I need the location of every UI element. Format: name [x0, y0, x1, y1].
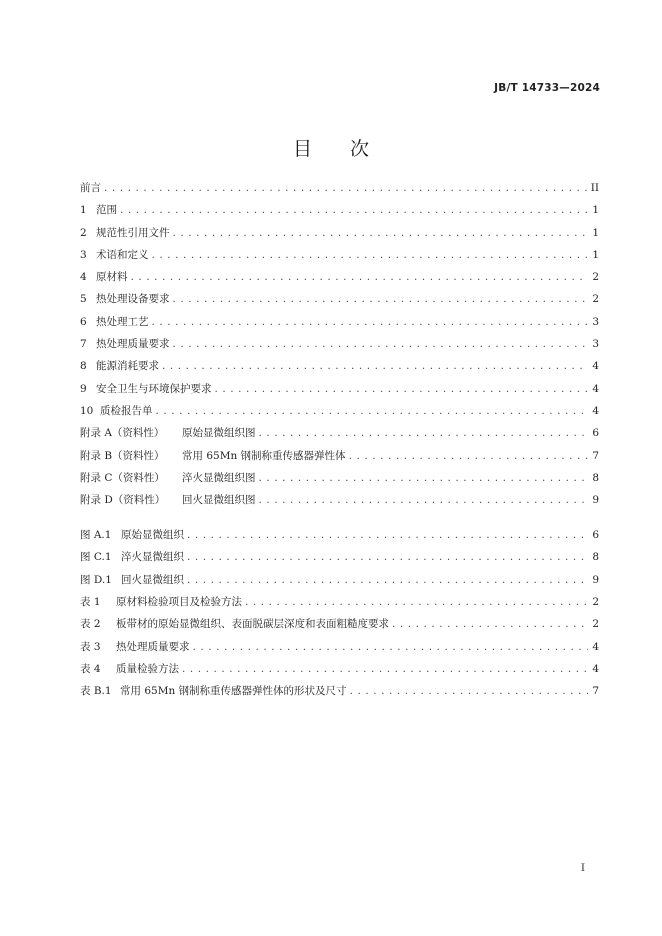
dot-leader — [245, 596, 588, 608]
dot-leader — [173, 293, 589, 305]
toc-entry[interactable] — [80, 403, 599, 425]
dot-leader — [259, 494, 589, 506]
standard-code: JB/T 14733—2024 — [494, 82, 600, 94]
toc-entry[interactable] — [80, 180, 599, 202]
toc-entry-number: 表 1 — [80, 596, 101, 608]
toc-entry-number: 附录 A（资料性） — [80, 427, 165, 440]
toc-entry-number: 2 — [80, 226, 87, 239]
toc-entry-label: 能源消耗要求 — [96, 360, 159, 373]
dot-leader — [182, 663, 588, 675]
toc-entry-number: 图 A.1 — [80, 529, 112, 541]
toc-entry-page: II — [590, 182, 599, 194]
toc-entry-label: 热处理质量要求 — [116, 640, 190, 653]
toc-entry[interactable] — [80, 358, 599, 380]
toc-entry-page: 4 — [592, 382, 599, 395]
toc-entry-label: 原始显微组织图 — [182, 427, 256, 440]
toc-entry-label: 热处理质量要求 — [96, 338, 170, 351]
dot-leader — [152, 316, 589, 328]
table-entry[interactable] — [80, 594, 599, 616]
toc-entry[interactable] — [80, 425, 599, 447]
toc-entry-number: 10 — [80, 404, 94, 417]
toc-entry-label: 回火显微组织图 — [182, 494, 256, 507]
toc-main-list — [80, 180, 599, 514]
dot-leader — [173, 338, 589, 350]
toc-entry-number: 附录 C（资料性） — [80, 471, 165, 484]
toc-entry-label: 质检报告单 — [100, 404, 153, 417]
figure-entry[interactable] — [80, 527, 599, 549]
dot-leader — [392, 618, 588, 630]
toc-entry-number: 附录 D（资料性） — [80, 494, 166, 507]
toc-entry-label: 规范性引用文件 — [96, 226, 170, 239]
toc-entry[interactable] — [80, 492, 599, 514]
toc-entry-page: 6 — [592, 529, 599, 541]
toc-entry-label: 板带材的原始显微组织、表面脱碳层深度和表面粗糙度要求 — [116, 618, 389, 631]
toc-entry[interactable] — [80, 247, 599, 269]
toc-figure-list — [80, 527, 599, 594]
toc-entry-label: 术语和定义 — [96, 248, 149, 261]
toc-entry[interactable] — [80, 314, 599, 336]
page-title: 目次 — [292, 138, 407, 160]
toc-entry-page: 8 — [592, 551, 599, 564]
toc-entry-number: 8 — [80, 360, 87, 373]
toc-entry-label: 淬火显微组织图 — [182, 471, 256, 484]
toc-entry-label: 回火显微组织 — [121, 573, 184, 586]
toc-entry-label: 范围 — [96, 204, 117, 217]
toc-entry-label: 常用 65Mn 钢制称重传感器弹性体 — [182, 449, 346, 462]
dot-leader — [187, 529, 588, 541]
toc-entry-page: 9 — [592, 494, 599, 507]
dot-leader — [152, 249, 589, 261]
toc-entry-page: 2 — [592, 596, 599, 608]
table-entry[interactable] — [80, 661, 599, 683]
toc-entry-label: 前言 — [80, 182, 101, 194]
toc-entry-page: 1 — [592, 248, 599, 261]
toc-entry-page: 7 — [592, 449, 599, 462]
dot-leader — [193, 641, 589, 653]
dot-leader — [349, 450, 588, 462]
toc-entry-page: 1 — [592, 226, 599, 239]
toc-entry-number: 1 — [80, 204, 87, 217]
toc-entry-page: 1 — [592, 204, 599, 217]
toc-entry-page: 9 — [592, 573, 599, 586]
toc-entry-label: 质量检验方法 — [116, 662, 179, 675]
toc-table-list — [80, 594, 599, 705]
dot-leader — [173, 227, 589, 239]
toc-entry-number: 表 3 — [80, 640, 101, 653]
toc-entry-page: 4 — [592, 404, 599, 417]
toc-entry-page: 4 — [592, 640, 599, 653]
toc-entry-page: 2 — [592, 293, 599, 306]
dot-leader — [350, 685, 588, 697]
toc-entry-number: 图 D.1 — [80, 573, 112, 586]
toc-entry-page: 6 — [592, 427, 599, 440]
toc-entry[interactable] — [80, 336, 599, 358]
toc-entry-number: 表 B.1 — [80, 685, 112, 698]
dot-leader — [259, 427, 589, 439]
toc-entry-number: 4 — [80, 271, 87, 284]
toc-entry-number: 表 4 — [80, 662, 101, 675]
toc-entry-label: 安全卫生与环境保护要求 — [96, 382, 212, 395]
toc-entry-page: 4 — [592, 662, 599, 675]
toc-entry-label: 原材料检验项目及检验方法 — [116, 596, 242, 608]
toc-entry-label: 热处理设备要求 — [96, 293, 170, 306]
toc-entry-page: 8 — [592, 471, 599, 484]
toc-entry-number: 附录 B（资料性） — [80, 449, 165, 462]
dot-leader — [131, 271, 589, 283]
toc-entry-page: 4 — [592, 360, 599, 373]
toc-entry[interactable] — [80, 225, 599, 247]
toc-entry[interactable] — [80, 470, 599, 492]
toc-entry-number: 9 — [80, 382, 87, 395]
toc-entry-number: 7 — [80, 338, 87, 351]
figure-entry[interactable] — [80, 572, 599, 594]
toc-entry-page: 7 — [592, 685, 599, 698]
toc-entry-label: 热处理工艺 — [96, 315, 149, 328]
dot-leader — [120, 204, 588, 216]
table-entry[interactable] — [80, 683, 599, 705]
toc-entry[interactable] — [80, 381, 599, 403]
table-entry[interactable] — [80, 616, 599, 638]
toc-entry-number: 6 — [80, 315, 87, 328]
toc-entry-number: 5 — [80, 293, 87, 306]
toc-entry-number: 图 C.1 — [80, 551, 112, 564]
dot-leader — [215, 383, 589, 395]
toc-entry[interactable] — [80, 448, 599, 470]
toc-entry-label: 淬火显微组织 — [121, 551, 184, 564]
toc-entry-page: 2 — [592, 271, 599, 284]
toc-entry-label: 常用 65Mn 钢制称重传感器弹性体的形状及尺寸 — [120, 685, 347, 698]
toc-entry-page: 2 — [592, 618, 599, 631]
table-entry[interactable] — [80, 639, 599, 661]
dot-leader — [187, 574, 588, 586]
toc-entry[interactable] — [80, 269, 599, 291]
toc-entry-number: 表 2 — [80, 618, 101, 631]
toc-entry-label: 原始显微组织 — [121, 529, 184, 541]
toc-entry-page: 3 — [592, 315, 599, 328]
dot-leader — [259, 472, 589, 484]
dot-leader — [162, 360, 588, 372]
toc-entry-number: 3 — [80, 248, 87, 261]
toc-entry-page: 3 — [592, 338, 599, 351]
figure-entry[interactable] — [80, 549, 599, 571]
dot-leader — [187, 551, 588, 563]
dot-leader — [104, 182, 588, 194]
toc-entry[interactable] — [80, 202, 599, 224]
dot-leader — [156, 405, 589, 417]
toc-entry[interactable] — [80, 291, 599, 313]
page-number: I — [580, 862, 585, 874]
toc-entry-label: 原材料 — [96, 271, 128, 284]
